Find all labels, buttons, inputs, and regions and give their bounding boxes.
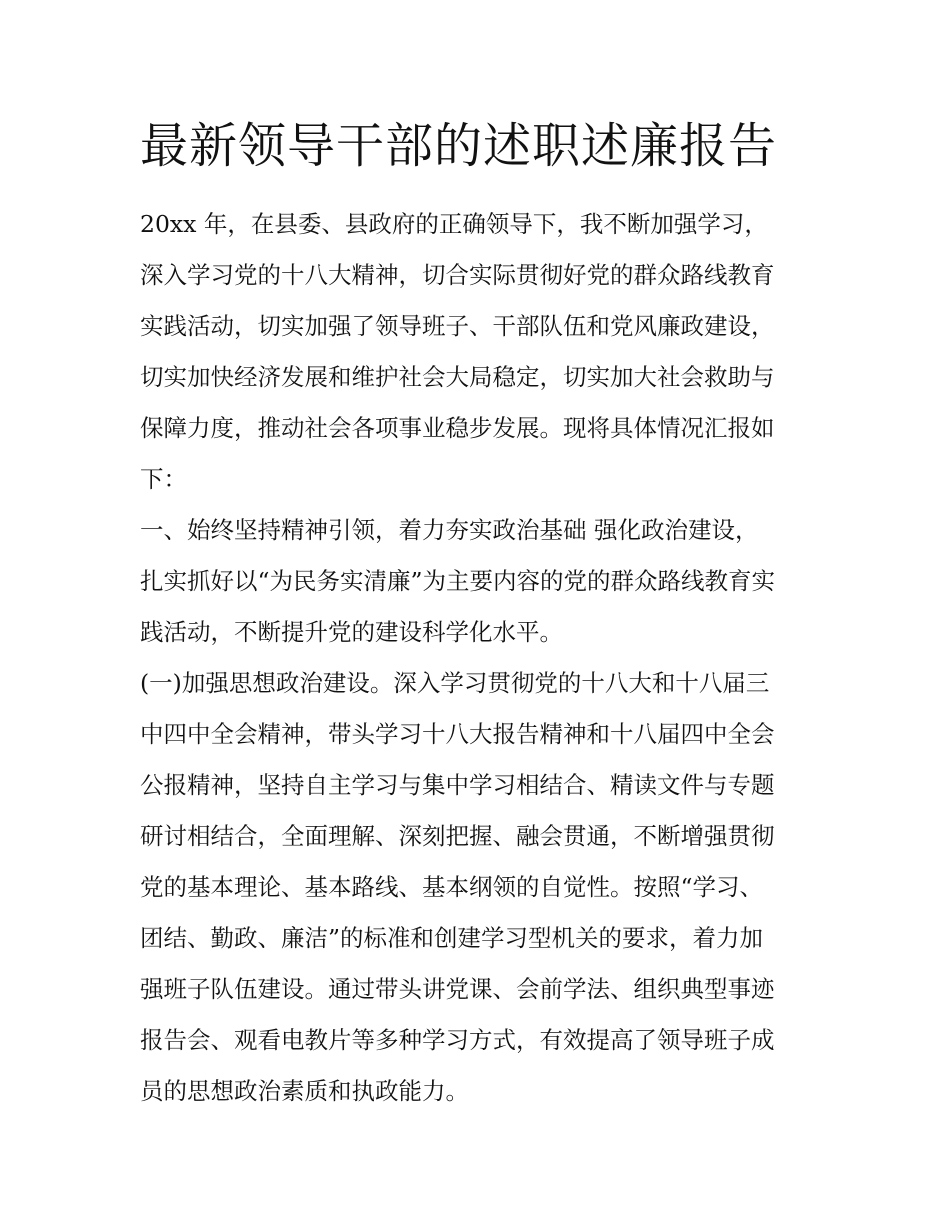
body-line: 公报精神，坚持自主学习与集中学习相结合、精读文件与专题 [140, 771, 775, 799]
body-line: 保障力度，推动社会各项事业稳步发展。现将具体情况汇报如 [140, 414, 775, 442]
subsection-line: (一)加强思想政治建设。深入学习贯彻党的十八大和十八届三 [140, 669, 770, 697]
body-line: 强班子队伍建设。通过带头讲党课、会前学法、组织典型事迹 [140, 975, 775, 1003]
body-line: 扎实抓好以“为民务实清廉”为主要内容的党的群众路线教育实 [140, 567, 776, 595]
body-line: 员的思想政治素质和执政能力。 [140, 1077, 469, 1105]
section-heading-line: 一、始终坚持精神引领，着力夯实政治基础 强化政治建设， [140, 516, 759, 544]
body-line: 研讨相结合，全面理解、深刻把握、融会贯通，不断增强贯彻 [140, 822, 775, 850]
body-line: 团结、勤政、廉洁”的标准和创建学习型机关的要求，着力加 [140, 924, 764, 952]
body-line: 下： [140, 465, 187, 493]
body-line: 中四中全会精神，带头学习十八大报告精神和十八届四中全会 [140, 720, 775, 748]
body-line: 党的基本理论、基本路线、基本纲领的自觉性。按照“学习、 [140, 873, 764, 901]
body-line: 20xx 年，在县委、县政府的正确领导下，我不断加强学习， [140, 210, 768, 238]
body-line: 实践活动，切实加强了领导班子、干部队伍和党风廉政建设， [140, 312, 775, 340]
document-body [140, 199, 830, 1117]
body-line: 报告会、观看电教片等多种学习方式，有效提高了领导班子成 [140, 1026, 775, 1054]
body-line: 深入学习党的十八大精神，切合实际贯彻好党的群众路线教育 [140, 261, 775, 289]
document-title: 最新领导干部的述职述廉报告 [140, 118, 778, 174]
body-line: 切实加快经济发展和维护社会大局稳定，切实加大社会救助与 [140, 363, 775, 391]
body-line: 践活动，不断提升党的建设科学化水平。 [140, 618, 563, 646]
